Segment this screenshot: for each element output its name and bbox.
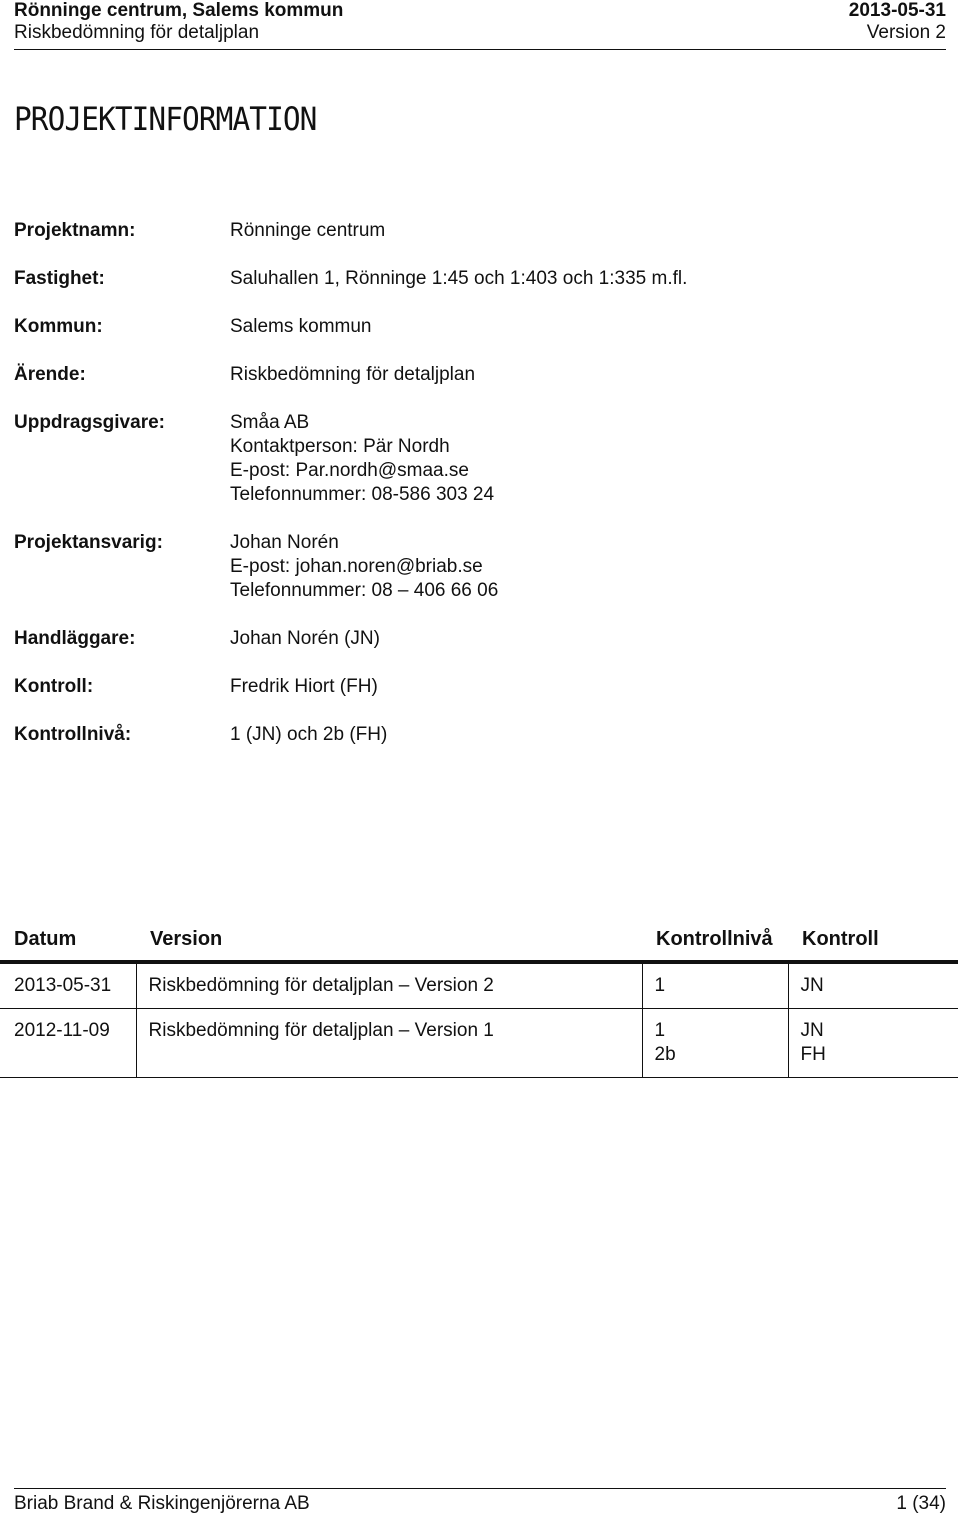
page-number: 1 (34) xyxy=(896,1493,946,1514)
info-row xyxy=(14,219,914,243)
info-value-line: Saluhallen 1, Rönninge 1:45 och 1:403 och 1:335 m.fl. xyxy=(230,268,688,289)
control-line: JN xyxy=(800,1020,824,1041)
footer-divider xyxy=(14,1488,946,1489)
info-value xyxy=(230,675,914,699)
level-line: 1 xyxy=(654,1020,666,1041)
header-date: 2013-05-31 xyxy=(848,0,946,21)
info-value xyxy=(230,723,914,747)
info-value xyxy=(230,363,914,387)
info-value-line: Rönninge centrum xyxy=(230,220,386,241)
info-label: Kontrollnivå: xyxy=(14,724,132,745)
info-label: Handläggare: xyxy=(14,628,136,649)
info-value xyxy=(230,219,914,243)
running-header-top xyxy=(14,0,946,22)
info-row xyxy=(14,675,914,699)
info-row xyxy=(14,411,914,507)
info-row xyxy=(14,531,914,603)
info-row xyxy=(14,627,914,651)
version-table-header xyxy=(0,918,958,962)
info-value-line: Telefonnummer: 08-586 303 24 xyxy=(230,484,495,505)
cell-date: 2013-05-31 xyxy=(14,975,112,996)
cell-level xyxy=(642,962,788,1009)
header-title: Rönninge centrum, Salems kommun xyxy=(14,0,344,21)
info-label: Fastighet: xyxy=(14,268,105,289)
cell-version: Riskbedömning för detaljplan – Version 2 xyxy=(136,962,642,1009)
header-divider xyxy=(14,49,946,50)
info-value-line: Småa AB xyxy=(230,412,310,433)
info-value-line: E-post: Par.nordh@smaa.se xyxy=(230,460,469,481)
info-value-line: Johan Norén (JN) xyxy=(230,628,380,649)
control-line: JN xyxy=(800,975,824,996)
info-label: Projektnamn: xyxy=(14,220,136,241)
cell-control xyxy=(788,962,958,1009)
info-value-line: Riskbedömning för detaljplan xyxy=(230,364,476,385)
level-line: 1 xyxy=(654,975,666,996)
header-subtitle: Riskbedömning för detaljplan xyxy=(14,22,260,43)
info-value-line: 1 (JN) och 2b (FH) xyxy=(230,724,388,745)
info-label: Kommun: xyxy=(14,316,103,337)
info-label: Kontroll: xyxy=(14,676,94,697)
info-value xyxy=(230,627,914,651)
info-label: Ärende: xyxy=(14,364,86,385)
col-header-kontrollniva: Kontrollnivå xyxy=(656,927,773,950)
info-value-line: Johan Norén xyxy=(230,532,339,553)
info-value-line: E-post: johan.noren@briab.se xyxy=(230,556,483,577)
footer-company: Briab Brand & Riskingenjörerna AB xyxy=(14,1493,310,1514)
col-header-datum: Datum xyxy=(14,927,77,950)
col-header-kontroll: Kontroll xyxy=(802,927,879,950)
info-value-line: Salems kommun xyxy=(230,316,372,337)
header-version: Version 2 xyxy=(866,22,946,43)
info-label: Uppdragsgivare: xyxy=(14,412,165,433)
info-row xyxy=(14,315,914,339)
cell-level xyxy=(642,1009,788,1078)
info-row xyxy=(14,723,914,747)
info-label: Projektansvarig: xyxy=(14,532,163,553)
info-value-line: Kontaktperson: Pär Nordh xyxy=(230,436,450,457)
page-heading: PROJEKTINFORMATION xyxy=(14,100,317,138)
col-header-version: Version xyxy=(150,927,223,950)
info-row xyxy=(14,267,914,291)
cell-version: Riskbedömning för detaljplan – Version 1 xyxy=(136,1009,642,1078)
version-table xyxy=(0,918,958,1078)
info-value xyxy=(230,411,914,507)
info-value xyxy=(230,531,914,603)
table-row xyxy=(0,962,958,1009)
control-line: FH xyxy=(800,1044,826,1065)
page-footer xyxy=(14,1492,946,1516)
info-value xyxy=(230,267,914,291)
table-row xyxy=(0,1009,958,1078)
info-row xyxy=(14,363,914,387)
info-value xyxy=(230,315,914,339)
running-header-bottom xyxy=(14,22,946,44)
project-info-list xyxy=(14,219,914,771)
level-line: 2b xyxy=(654,1044,676,1065)
cell-date: 2012-11-09 xyxy=(14,1020,110,1041)
info-value-line: Telefonnummer: 08 – 406 66 06 xyxy=(230,580,499,601)
info-value-line: Fredrik Hiort (FH) xyxy=(230,676,378,697)
cell-control xyxy=(788,1009,958,1078)
